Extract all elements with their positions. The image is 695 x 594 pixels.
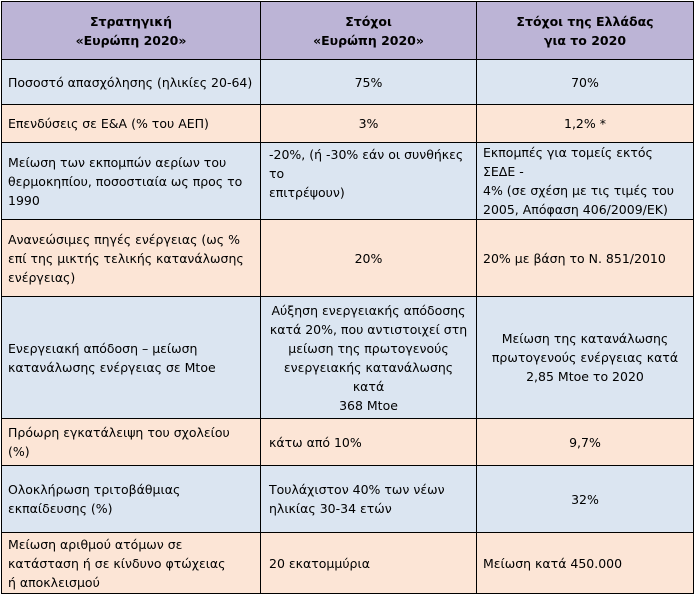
greece-target-line: 70% xyxy=(571,74,599,90)
row-label-line: κατανάλωσης ενέργειας σε Mtoe xyxy=(8,359,216,375)
header-eu-targets-line-2: «Ευρώπη 2020» xyxy=(313,32,424,48)
row-label-line: επί της μικτής τελικής κατανάλωσης xyxy=(8,250,244,266)
greece-target-line: Μείωση κατά 450.000 xyxy=(483,555,623,571)
eu-target-cell xyxy=(261,419,477,466)
row-label xyxy=(2,297,261,419)
eu-target-line: 368 Mtoe xyxy=(339,397,398,413)
eu-target-line: κάτω από 10% xyxy=(269,434,362,450)
row-label-line: θερμοκηπίου, ποσοστιαία ως προς το xyxy=(8,173,243,189)
eu-target-line: 20 εκατομμύρια xyxy=(269,555,370,571)
row-label-line: Ολοκλήρωση τριτοβάθμιας xyxy=(8,482,181,497)
table-row xyxy=(2,466,694,533)
header-strategy-line-1: Στρατηγική xyxy=(89,13,173,29)
greece-target-line: 20% με βάση το Ν. 851/2010 xyxy=(483,250,666,266)
eu-target-line: κατά 20%, που αντιστοιχεί στη xyxy=(269,321,468,337)
row-label-line: ενέργειας) xyxy=(8,269,76,285)
eu-target-line: 20% xyxy=(354,250,383,266)
header-eu-targets xyxy=(261,2,477,60)
greece-target-line: Εκπομπές για τομείς εκτός ΣΕΔΕ - xyxy=(483,145,653,179)
eu-target-line: -20%, (ή -30% εάν οι συνθήκες το xyxy=(269,147,464,181)
row-label xyxy=(2,533,261,594)
targets-table xyxy=(1,1,694,594)
greece-target-cell xyxy=(477,533,694,594)
eu-target-cell xyxy=(261,60,477,105)
header-strategy-line-2: «Ευρώπη 2020» xyxy=(75,32,187,48)
table-row xyxy=(2,220,694,297)
header-greece-targets xyxy=(477,2,694,60)
greece-target-line: πρωτογενούς ενέργειας κατά xyxy=(491,350,679,365)
greece-target-cell xyxy=(477,419,694,466)
eu-target-line: επιτρέψουν) xyxy=(269,185,345,200)
header-eu-targets-line-1: Στόχοι xyxy=(345,13,392,29)
row-label-line: εκπαίδευσης (%) xyxy=(8,501,113,516)
eu-target-cell xyxy=(261,143,477,220)
greece-target-line: 9,7% xyxy=(569,434,601,450)
eu-target-line: 3% xyxy=(358,116,379,131)
table-row xyxy=(2,419,694,466)
row-label xyxy=(2,419,261,466)
header-row xyxy=(2,2,694,60)
greece-target-cell xyxy=(477,220,694,297)
header-greece-targets-line-1: Στόχοι της Ελλάδας xyxy=(516,13,654,29)
row-label-line: κατάσταση ή σε κίνδυνο φτώχειας xyxy=(8,555,226,571)
eu-target-line: Τουλάχιστον 40% των νέων xyxy=(269,482,445,497)
eu-target-line: ηλικίας 30-34 ετών xyxy=(269,501,392,516)
table-row xyxy=(2,105,694,143)
eu-target-cell xyxy=(261,466,477,533)
table-row xyxy=(2,143,694,220)
header-greece-targets-line-2: για το 2020 xyxy=(543,32,627,48)
eu-target-cell xyxy=(261,533,477,594)
row-label-line: Μείωση των εκπομπών αερίων του xyxy=(8,154,227,170)
greece-target-line: Μείωση της κατανάλωσης xyxy=(501,331,669,346)
row-label-line: Ποσοστό απασχόλησης (ηλικίες 20-64) xyxy=(8,74,253,90)
greece-target-cell xyxy=(477,143,694,220)
greece-target-line: 1,2% * xyxy=(564,116,606,131)
row-label-line: Ενεργειακή απόδοση – μείωση xyxy=(8,340,198,356)
row-label-line: 1990 xyxy=(8,192,40,208)
eu-target-line: Αύξηση ενεργειακής απόδοσης xyxy=(271,302,466,318)
row-label-line: ή αποκλεισμού xyxy=(8,574,100,590)
table-row xyxy=(2,297,694,419)
greece-target-cell xyxy=(477,105,694,143)
greece-target-cell xyxy=(477,466,694,533)
eu-target-cell xyxy=(261,220,477,297)
row-label xyxy=(2,105,261,143)
eu-target-cell xyxy=(261,105,477,143)
eu-target-line: ενεργειακής κατανάλωσης κατά xyxy=(283,359,454,394)
row-label xyxy=(2,466,261,533)
eu-target-line: μείωση της πρωτογενούς xyxy=(288,340,449,356)
greece-target-line: 4% (σε σχέση με τις τιμές του xyxy=(483,183,674,198)
row-label-line: Επενδύσεις σε Ε&Α (% του ΑΕΠ) xyxy=(8,116,209,131)
row-label-line: Ανανεώσιμες πηγές ενέργειας (ως % xyxy=(8,231,240,247)
eu-target-line: 75% xyxy=(354,74,383,90)
greece-target-line: 2,85 Mtoe το 2020 xyxy=(526,369,644,384)
greece-target-cell xyxy=(477,60,694,105)
table-row xyxy=(2,533,694,594)
greece-target-line: 32% xyxy=(571,491,599,507)
greece-target-cell xyxy=(477,297,694,419)
row-label xyxy=(2,60,261,105)
row-label-line: Μείωση αριθμού ατόμων σε xyxy=(8,536,183,552)
table-row xyxy=(2,60,694,105)
row-label xyxy=(2,143,261,220)
header-strategy xyxy=(2,2,261,60)
row-label-line: Πρόωρη εγκατάλειψη του σχολείου (%) xyxy=(8,425,230,459)
eu-target-cell xyxy=(261,297,477,419)
greece-target-line: 2005, Απόφαση 406/2009/ΕΚ) xyxy=(483,202,668,217)
row-label xyxy=(2,220,261,297)
